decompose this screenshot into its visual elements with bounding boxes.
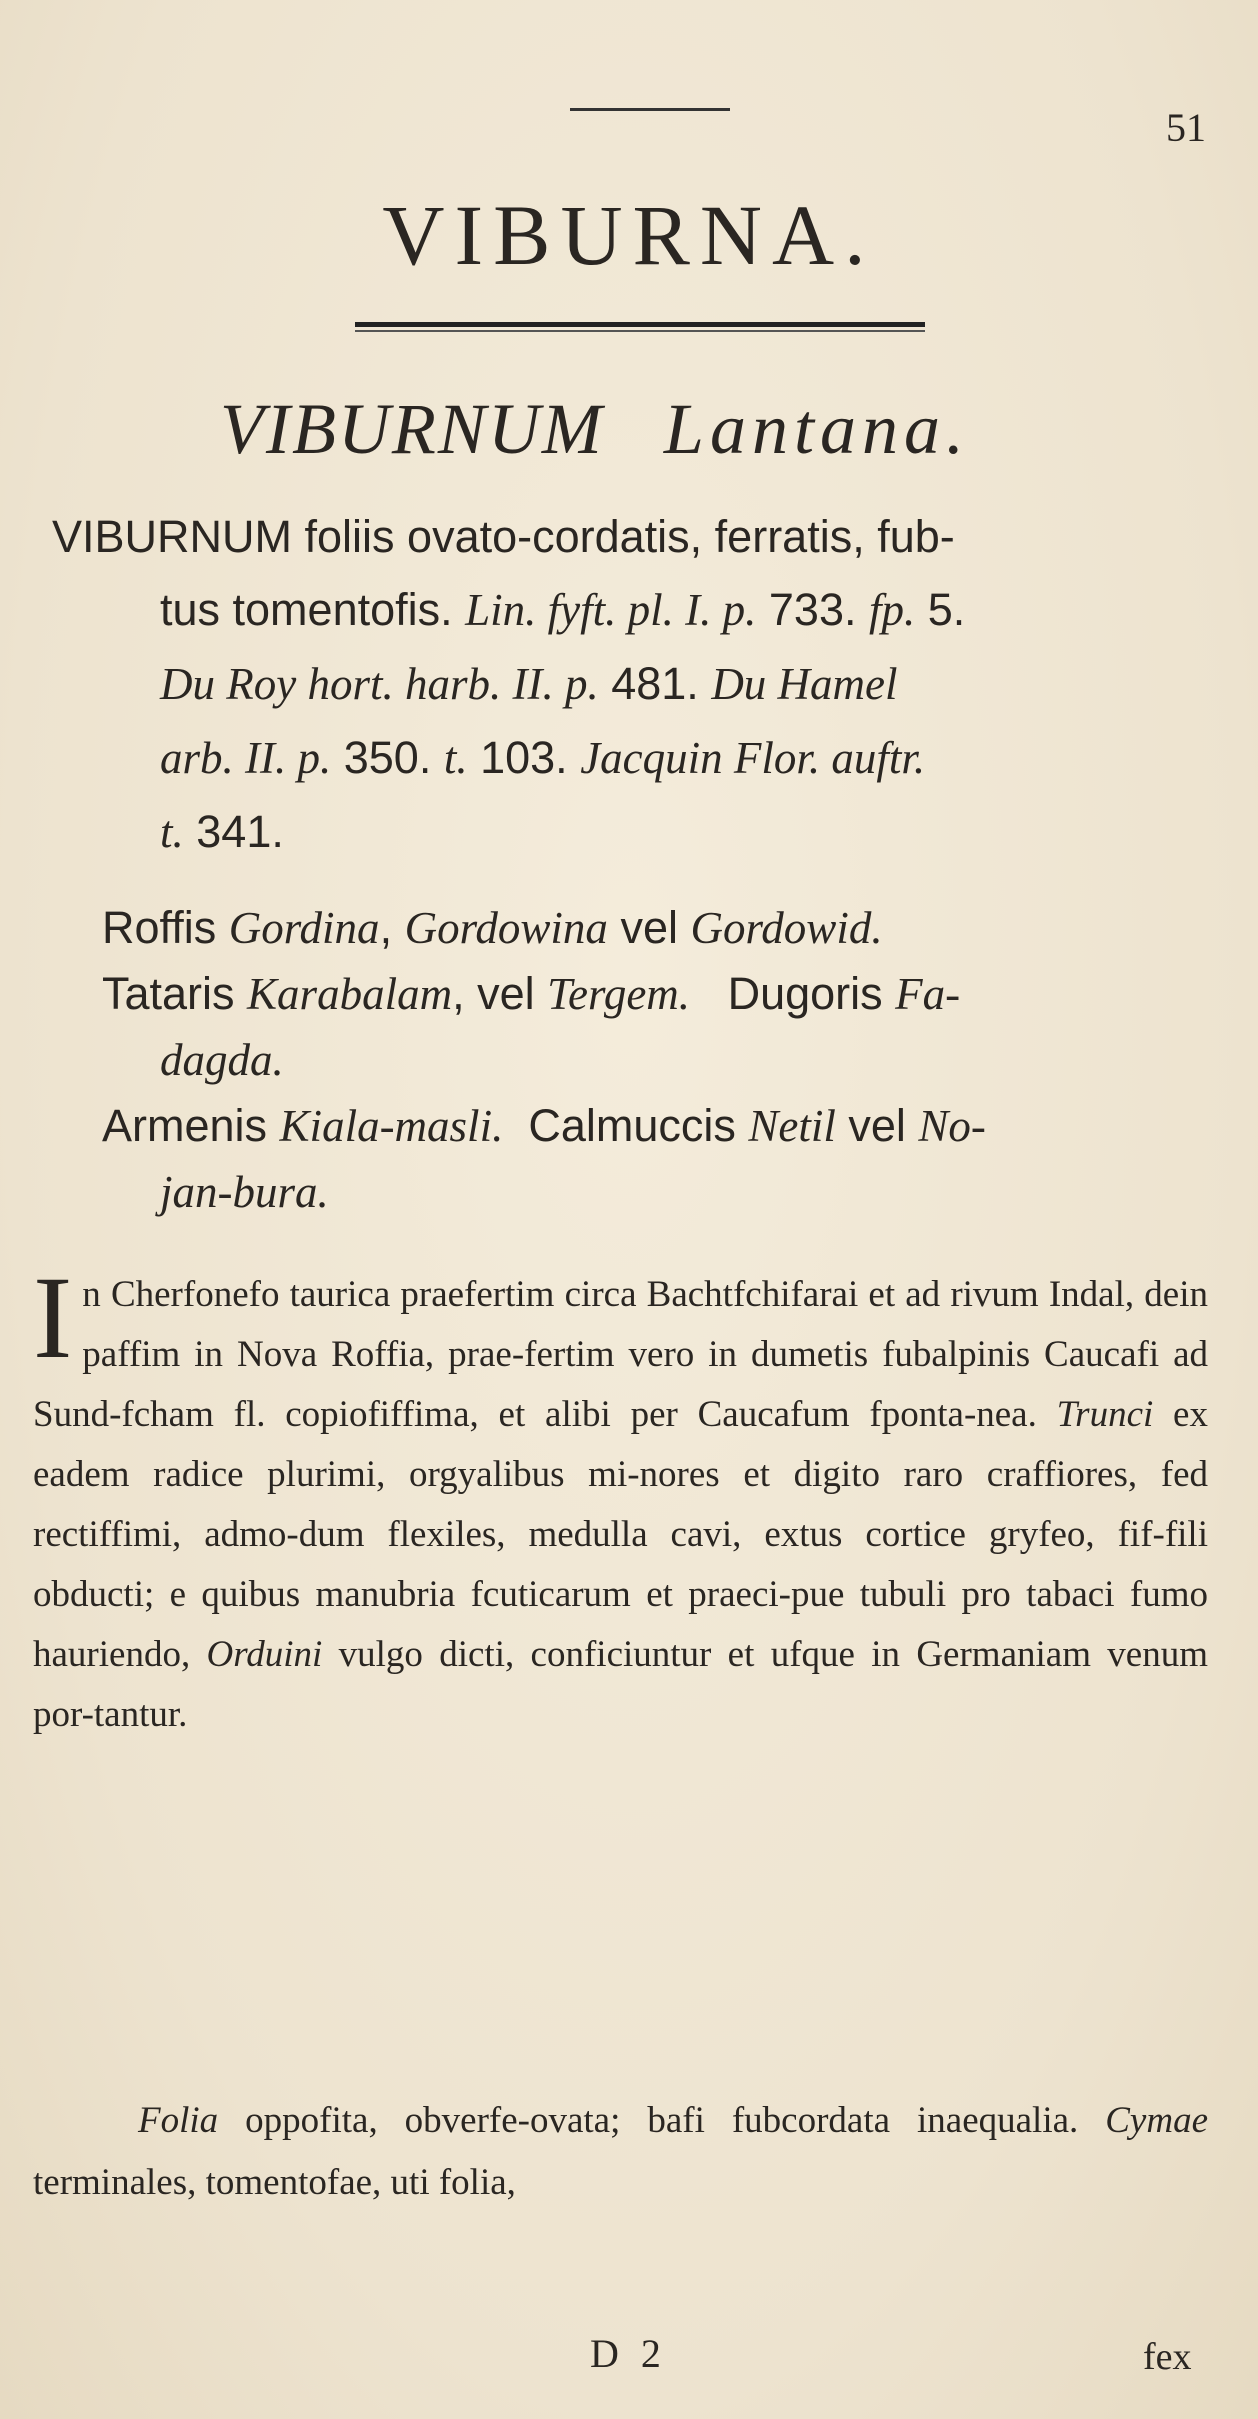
description-lead: VIBURNUM bbox=[52, 511, 293, 562]
drop-cap: I bbox=[33, 1252, 73, 1383]
page-number: 51 bbox=[1166, 105, 1206, 150]
catchword: fex bbox=[1143, 2336, 1192, 2378]
signature-mark: D 2 bbox=[590, 2331, 667, 2376]
vernacular-russian: Roffis Gordina, Gordowina vel Gordowid. bbox=[102, 902, 883, 953]
description-line-5: t. 341. bbox=[160, 806, 284, 857]
page-title: VIBURNA. bbox=[382, 187, 876, 283]
description-line-3: Du Roy hort. harb. II. p. 481. Du Hamel bbox=[160, 658, 898, 709]
title-rule-thin bbox=[355, 330, 925, 332]
vernacular-tatar: Tataris Karabalam, vel Tergem. Dugoris Fa- dagda. bbox=[102, 968, 961, 1085]
species-heading bbox=[220, 388, 970, 471]
description-line-1: VIBURNUM foliis ovato-cordatis, ferratis, fub- bbox=[52, 511, 955, 562]
description-line-4: arb. II. p. 350. t. 103. Jacquin Flor. auftr. bbox=[160, 732, 926, 783]
title-rule bbox=[355, 322, 925, 327]
habitat-paragraph: In Cherfonefo taurica praefertim circa Bachtfchifarai et ad rivum Indal, dein paffim in Nova Roffia, prae-fertim vero in dumetis fubalpinis Caucafi ad Sund-fcham fl. copiofiffima, et alibi per Caucafum fponta-nea. Trunci ex eadem radice plurimi, orgyalibus mi-nores et digito raro craffiores, fed rectiffimi, admo-dum flexiles, medulla cavi, extus cortice gryfeo, fif-fili obducti; e quibus manubria fcuticarum et praeci-pue tubuli pro tabaci fumo hauriendo, Orduini vulgo dicti, conficiuntur et ufque in Germaniam venum por-tantur. bbox=[33, 1252, 1208, 1735]
vernacular-names bbox=[102, 895, 1222, 1225]
genus-name: VIBURNUM bbox=[220, 389, 604, 469]
morphology-paragraph: Folia oppofita, obverfe-ovata; bafi fubcordata inaequalia. Cymae terminales, tomentofae, uti folia, bbox=[33, 2100, 1208, 2203]
top-rule bbox=[570, 108, 730, 111]
species-name: Lantana. bbox=[663, 389, 970, 469]
description-line-2: tus tomentofis. Lin. fyft. pl. I. p. 733. fp. 5. bbox=[160, 584, 966, 635]
vernacular-armenian: Armenis Kiala-masli. Calmuccis Netil vel No- jan-bura. bbox=[102, 1100, 986, 1217]
species-description bbox=[52, 500, 1222, 869]
